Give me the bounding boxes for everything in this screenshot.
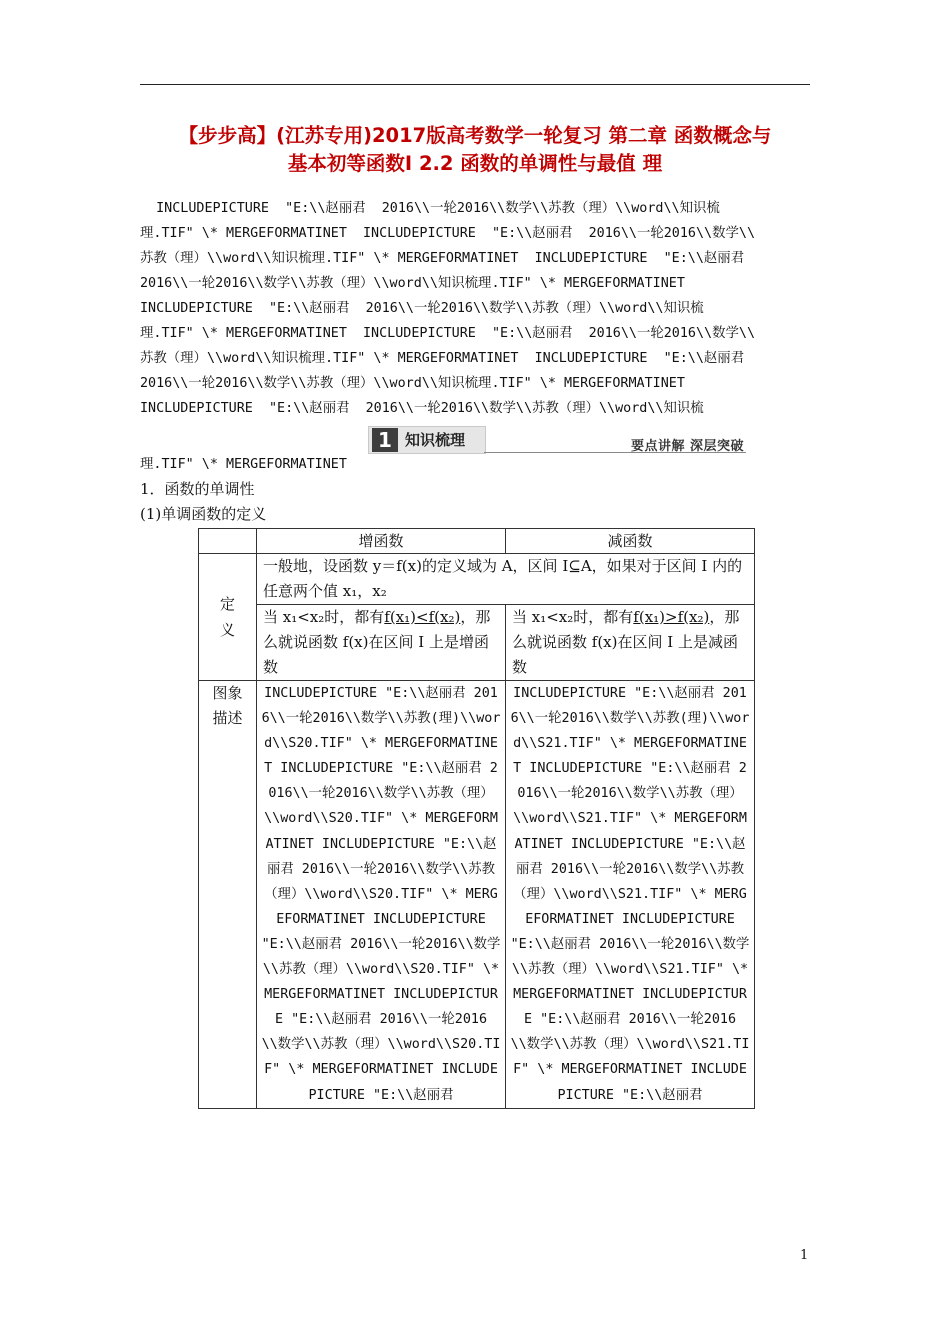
row-header-image <box>199 681 257 1109</box>
document-title <box>130 122 820 178</box>
monotonic-definition-table <box>198 528 755 1109</box>
section-heading: 1．函数的单调性 <box>140 480 255 498</box>
row-header-definition-text: 定义 <box>219 595 235 639</box>
section-banner <box>368 426 746 456</box>
banner-right-text: 要点讲解 深层突破 <box>630 439 744 454</box>
title-line-2: 基本初等函数Ⅰ 2.2 函数的单调性与最值 理 <box>287 152 663 175</box>
field-code-block <box>140 196 820 421</box>
decreasing-condition-suffix: ，那么就说函数 f(x)在区间 I 上是减函数 <box>512 608 740 676</box>
table-row-image <box>199 681 755 1109</box>
table-corner-cell <box>199 529 257 554</box>
table-row-definition-conditions <box>199 605 755 681</box>
banner-box <box>368 426 486 454</box>
banner-number: 1 <box>372 428 398 452</box>
definition-common-cell: 一般地，设函数 y＝f(x)的定义域为 A，区间 I⊆A，如果对于区间 I 内的任意两个值 x₁，x₂ <box>257 554 755 605</box>
image-increasing-cell <box>257 681 506 1109</box>
field-code-line: INCLUDEPICTURE "E:\\赵丽君 2016\\一轮2016\\数学\\苏教（理）\\word\\知识梳 <box>140 301 704 316</box>
sub-heading: (1)单调函数的定义 <box>140 505 267 523</box>
image-decreasing-cell <box>506 681 755 1109</box>
field-code-tail: 理.TIF" \* MERGEFORMATINET <box>140 457 347 472</box>
table-header-row <box>199 529 755 554</box>
decreasing-condition-prefix: 当 x₁<x₂时，都有 <box>512 608 634 626</box>
page-number: 1 <box>800 1248 809 1263</box>
field-code-line: 苏教（理）\\word\\知识梳理.TIF" \* MERGEFORMATINET INCLUDEPICTURE "E:\\赵丽君 <box>140 251 745 266</box>
header-rule <box>140 84 810 85</box>
image-decreasing-field-code: INCLUDEPICTURE "E:\\赵丽君 2016\\一轮2016\\数学\\苏教(理)\\word\\S21.TIF" \* MERGEFORMATINET INCLUDEPICTURE "E:\\赵丽君 2016\\一轮2016\\数学\\苏教（理）\\word\\S21.TIF" \* MERGEFORMATINET INCLUDEPICTURE "E:\\赵丽君 2016\\一轮2016\\数学\\苏教（理）\\word\\S21.TIF" \* MERGEFORMATINET INCLUDEPICTURE "E:\\赵丽君 2016\\一轮2016\\数学\\苏教（理）\\word\\S21.TIF" \* MERGEFORMATINET INCLUDEPICTURE "E:\\赵丽君 2016\\一轮2016\\数学\\苏教（理）\\word\\S21.TIF" \* MERGEFORMATINET INCLUDEPICTURE "E:\\赵丽君 <box>510 686 750 1103</box>
title-line-1: 【步步高】(江苏专用)2017版高考数学一轮复习 第二章 函数概念与 <box>178 124 772 147</box>
increasing-condition: f(x₁)<f(x₂) <box>384 608 461 626</box>
increasing-condition-prefix: 当 x₁<x₂时，都有 <box>263 608 385 626</box>
row-header-definition <box>199 554 257 681</box>
definition-increasing-cell <box>257 605 506 681</box>
field-code-line: 2016\\一轮2016\\数学\\苏教（理）\\word\\知识梳理.TIF" \* MERGEFORMATINET <box>140 276 685 291</box>
field-code-line: 苏教（理）\\word\\知识梳理.TIF" \* MERGEFORMATINET INCLUDEPICTURE "E:\\赵丽君 <box>140 351 745 366</box>
row-header-image-text: 图象描述 <box>212 684 243 727</box>
banner-title: 知识梳理 <box>405 431 466 449</box>
image-increasing-field-code: INCLUDEPICTURE "E:\\赵丽君 2016\\一轮2016\\数学\\苏教(理)\\word\\S20.TIF" \* MERGEFORMATINET INCLUDEPICTURE "E:\\赵丽君 2016\\一轮2016\\数学\\苏教（理）\\word\\S20.TIF" \* MERGEFORMATINET INCLUDEPICTURE "E:\\赵丽君 2016\\一轮2016\\数学\\苏教（理）\\word\\S20.TIF" \* MERGEFORMATINET INCLUDEPICTURE "E:\\赵丽君 2016\\一轮2016\\数学\\苏教（理）\\word\\S20.TIF" \* MERGEFORMATINET INCLUDEPICTURE "E:\\赵丽君 2016\\一轮2016\\数学\\苏教（理）\\word\\S20.TIF" \* MERGEFORMATINET INCLUDEPICTURE "E:\\赵丽君 <box>261 686 501 1103</box>
col-header-increasing: 增函数 <box>257 529 506 554</box>
field-code-line: 2016\\一轮2016\\数学\\苏教（理）\\word\\知识梳理.TIF" \* MERGEFORMATINET <box>140 376 685 391</box>
field-code-line: INCLUDEPICTURE "E:\\赵丽君 2016\\一轮2016\\数学\\苏教（理）\\word\\知识梳 <box>140 401 704 416</box>
definition-decreasing-cell <box>506 605 755 681</box>
field-code-line: 理.TIF" \* MERGEFORMATINET INCLUDEPICTURE "E:\\赵丽君 2016\\一轮2016\\数学\\ <box>140 226 756 241</box>
increasing-condition-suffix: ，那么就说函数 f(x)在区间 I 上是增函数 <box>263 608 491 676</box>
field-code-line: INCLUDEPICTURE "E:\\赵丽君 2016\\一轮2016\\数学\\苏教（理）\\word\\知识梳 <box>140 201 720 216</box>
decreasing-condition: f(x₁)>f(x₂) <box>633 608 710 626</box>
field-code-line: 理.TIF" \* MERGEFORMATINET INCLUDEPICTURE "E:\\赵丽君 2016\\一轮2016\\数学\\ <box>140 326 756 341</box>
col-header-decreasing: 减函数 <box>506 529 755 554</box>
table-row-definition-common <box>199 554 755 605</box>
